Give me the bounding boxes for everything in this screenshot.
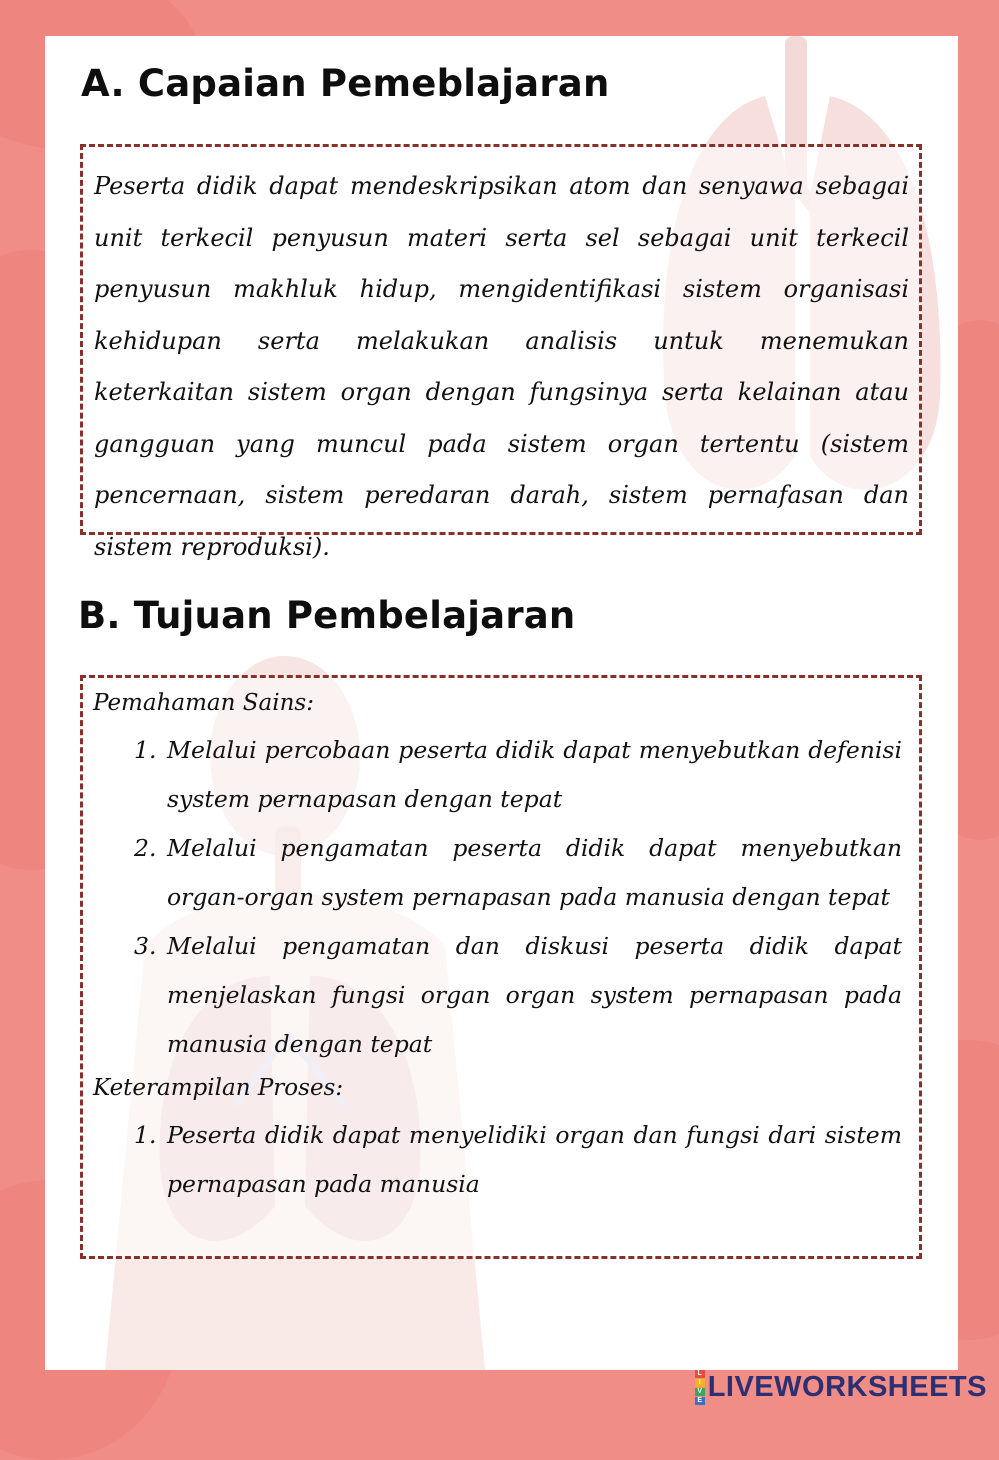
- list-item: 1. Peserta didik dapat menyelidiki organ dan fungsi dari sistem pernapasan pada manusia: [134, 1121, 902, 1198]
- section-a-title: A. Capaian Pemeblajaran: [81, 62, 610, 105]
- list-item: 2. Melalui pengamatan peserta didik dapat menyebutkan organ-organ system pernapasan pada manusia dengan tepat: [134, 834, 902, 911]
- list-item: 1. Melalui percobaan peserta didik dapat menyebutkan defenisi system pernapasan dengan tepat: [134, 736, 902, 813]
- tujuan-box: [80, 675, 922, 1259]
- capaian-paragraph: Peserta didik dapat mendeskripsikan atom dan senyawa sebagai unit terkecil penyusun materi serta sel sebagai unit terkecil penyusun makhluk hidup, mengidentifikasi sistem organisasi kehidupan serta melakukan analisis untuk menemukan keterkaitan sistem organ dengan fungsinya serta kelainan atau gangguan yang muncul pada sistem organ tertentu (sistem pencernaan, sistem peredaran darah, sistem pernafasan dan sistem reproduksi).: [94, 172, 909, 561]
- group-heading-keterampilan-proses: Keterampilan Proses:: [93, 1075, 344, 1101]
- pemahaman-sains-list: [93, 726, 902, 1069]
- list-item: 3. Melalui pengamatan dan diskusi peserta didik dapat menjelaskan fungsi organ organ system pernapasan pada manusia dengan tepat: [134, 932, 902, 1058]
- keterampilan-proses-list: [93, 1111, 902, 1209]
- liveworksheets-logo-text: LIVEWORKSHEETS: [707, 1371, 987, 1403]
- liveworksheets-logo-mark: L I V E: [695, 1370, 705, 1405]
- section-b-title: B. Tujuan Pembelajaran: [78, 594, 576, 637]
- liveworksheets-logo[interactable]: [695, 1370, 987, 1405]
- worksheet-page: [45, 36, 958, 1370]
- capaian-box: [80, 144, 922, 561]
- group-heading-pemahaman-sains: Pemahaman Sains:: [93, 690, 314, 716]
